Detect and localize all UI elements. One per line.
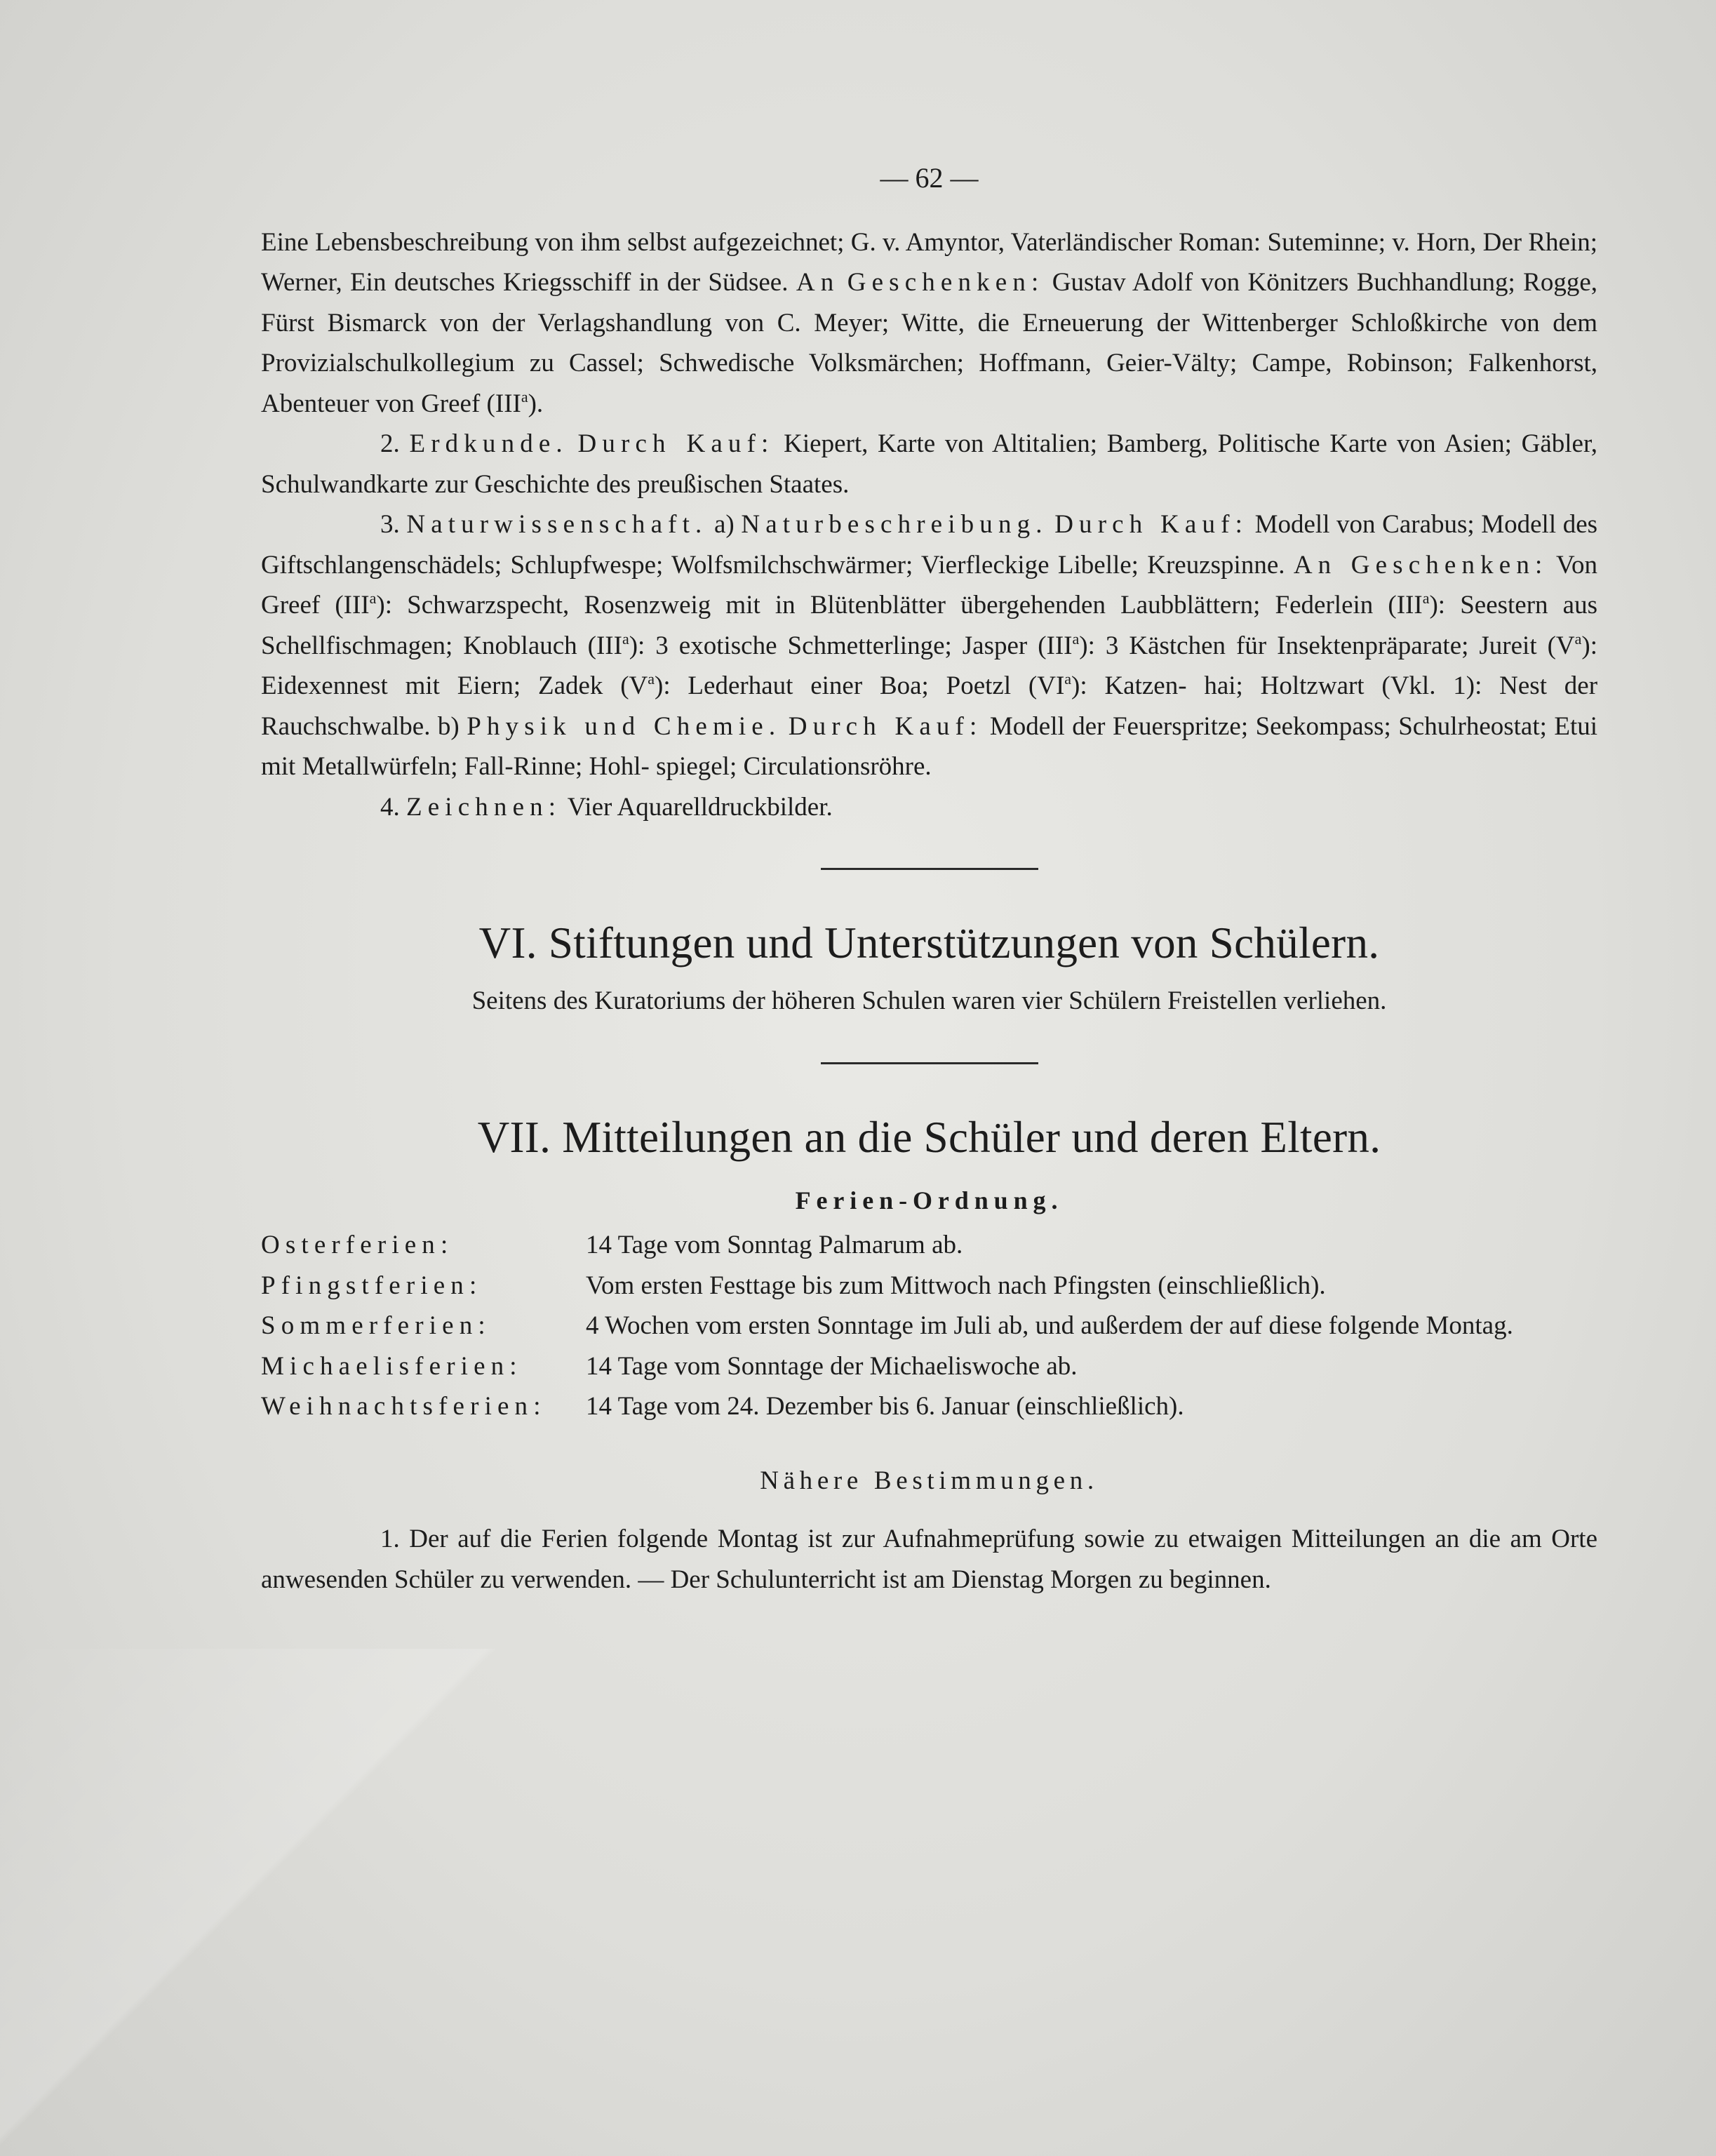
paragraph-zeichnen (261, 787, 1597, 828)
superscript: a (521, 387, 528, 406)
paper-fold-shadow (0, 1649, 575, 2156)
item-number: 3. (380, 510, 400, 539)
text-line: Robinson; Falkenhorst, Abenteuer von Greef (III (261, 349, 1598, 418)
table-row (261, 1386, 1597, 1427)
section-divider (821, 868, 1038, 870)
text-line: Karte von Asien; Gäbler, Schulwandkarte zur Geschichte des preußischen Staates. (261, 429, 1598, 499)
text-line: hai; Holtzwart (Vkl. 1): Nest der Rauchschwalbe. b) (261, 671, 1598, 741)
text-line: Vier Aquarelldruckbilder. (567, 792, 833, 822)
text-line: Provizialschulkollegium zu Cassel; Schwedische Volksmärchen; Hoffmann, Geier-Välty; Campe, (261, 349, 1332, 377)
text-line: Carabus; Modell des Giftschlangenschädels; Schlupfwespe; Wolfsmilchschwärmer; Vierfleckige (261, 510, 1598, 580)
spaced-text: An (796, 268, 840, 297)
table-row (261, 1225, 1597, 1266)
subject-heading: Zeichnen: (406, 792, 562, 822)
text-line: ): Lederhaut einer Boa; Poetzl (VI (655, 671, 1065, 700)
table-row (261, 1346, 1597, 1387)
ferien-name: Sommerferien: (261, 1311, 491, 1340)
text-line: ): Schwarzspecht, Rosenzweig mit in (376, 591, 796, 620)
text-line: Gustav Adolf von Könitzers Buchhandlung; Rogge, Fürst Bismarck von der (261, 268, 1597, 337)
table-row (261, 1306, 1597, 1346)
text-line: Jureit (V (1479, 631, 1575, 660)
text-line: Blütenblätter übergehenden Laubblättern; Federlein (III (810, 591, 1423, 620)
ferien-name: Osterferien: (261, 1231, 454, 1259)
item-number: 4. (380, 792, 400, 822)
ferien-desc: 14 Tage vom Sonntage der Michaeliswoche ab. (586, 1351, 1078, 1381)
ferien-desc: 14 Tage vom 24. Dezember bis 6. Januar (einschließlich). (586, 1392, 1184, 1421)
table-row (261, 1266, 1597, 1306)
text-line: spiegel; Circulationsröhre. (656, 752, 932, 781)
ferien-desc: 4 Wochen vom ersten Sonntage im Juli ab, und außerdem der auf diese folgende Montag. (586, 1311, 1513, 1340)
ferien-name: Michaelisferien: (261, 1351, 523, 1381)
text-line: Modell der Feuerspritze; Seekompass; Schulrheostat; Etui mit Metallwürfeln; Fall-Rinne; Hohl- (261, 711, 1598, 781)
text-line: Eine Lebensbeschreibung von ihm selbst aufgezeichnet; G. v. Amyntor, Vaterländischer Roman: (261, 227, 1261, 257)
text-line: Libelle; Kreuzspinne. (1057, 550, 1285, 580)
text-line: ). (528, 389, 544, 418)
ferien-name: Pfingstferien: (261, 1271, 483, 1300)
section-7-title: VII. Mitteilungen an die Schüler und deren Eltern. (477, 1112, 1381, 1162)
paragraph-library-books (261, 222, 1597, 424)
acquisition-mode: Durch Kauf: (1054, 510, 1249, 539)
superscript: a (1064, 670, 1072, 688)
spaced-text: Geschenken: (847, 268, 1045, 297)
bestimmungen-title: Nähere Bestimmungen. (760, 1466, 1099, 1495)
text-line: ): Eidexennest mit Eiern; Zadek (V (261, 631, 1598, 700)
sub-label: a) (714, 510, 735, 539)
subject-heading: Erdkunde. (409, 429, 568, 458)
text-line: ): 3 exotische Schmetterlinge; Jasper (III (629, 631, 1073, 660)
ferien-desc: Vom ersten Festtage bis zum Mittwoch nach Pfingsten (einschließlich). (586, 1271, 1326, 1300)
superscript: a (648, 670, 655, 688)
text-line: ): Seestern aus Schellfischmagen; (261, 591, 1598, 660)
acquisition-mode: Durch Kauf: (788, 711, 983, 741)
section-divider (821, 1062, 1038, 1064)
ferien-table (261, 1225, 1597, 1427)
acquisition-mode: Durch Kauf: (577, 429, 775, 458)
text-line: Knoblauch (III (463, 631, 622, 660)
sub-heading: Physik und Chemie. (467, 711, 782, 741)
superscript: a (1072, 629, 1080, 648)
text-line: Suteminne; v. Horn, Der Rhein; Werner, Ein deutsches Kriegsschiff in der Südsee. (261, 227, 1598, 297)
section-6-text: Seitens des Kuratoriums der höheren Schulen waren vier Schülern Freistellen verliehen. (471, 986, 1387, 1015)
paragraph-erdkunde (261, 424, 1597, 504)
text-line: Verlagshandlung von C. Meyer; Witte, die Erneuerung der Wittenberger Schloßkirche von dem (537, 308, 1597, 337)
ferien-name: Weihnachtsferien: (261, 1392, 547, 1421)
page-number: — 62 — (880, 162, 979, 194)
subject-heading: Naturwissenschaft. (406, 510, 708, 539)
paragraph-naturwissenschaft (261, 504, 1597, 787)
superscript: a (1422, 589, 1430, 607)
text-line: ): Katzen- (1071, 671, 1187, 700)
superscript: a (1574, 629, 1582, 648)
text-line: Kiepert, Karte von Altitalien; Bamberg, Politische (784, 429, 1320, 458)
ferien-desc: 14 Tage vom Sonntag Palmarum ab. (586, 1231, 963, 1259)
bestimmung-1: 1. Der auf die Ferien folgende Montag ist zur Aufnahmeprüfung sowie zu etwaigen Mitteilungen an die am Orte anwesenden Schüler zu verwenden. — Der Schulunterricht ist am Dienstag Morgen zu beginnen. (261, 1525, 1597, 1594)
acquisition-mode: An Geschenken: (1293, 550, 1548, 580)
section-6-title: VI. Stiftungen und Unterstützungen von Schülern. (478, 918, 1380, 967)
text-line: ): 3 Kästchen für Insektenpräparate; (1079, 631, 1469, 660)
sub-heading: Naturbeschreibung. (741, 510, 1048, 539)
superscript: a (369, 589, 377, 607)
text-line: Von Greef (III (261, 550, 1597, 620)
text-line: Modell von (1254, 510, 1376, 539)
page-content (261, 158, 1597, 1600)
ferien-ordnung-title: Ferien-Ordnung. (795, 1186, 1064, 1214)
superscript: a (622, 629, 629, 648)
item-number: 2. (380, 429, 400, 458)
